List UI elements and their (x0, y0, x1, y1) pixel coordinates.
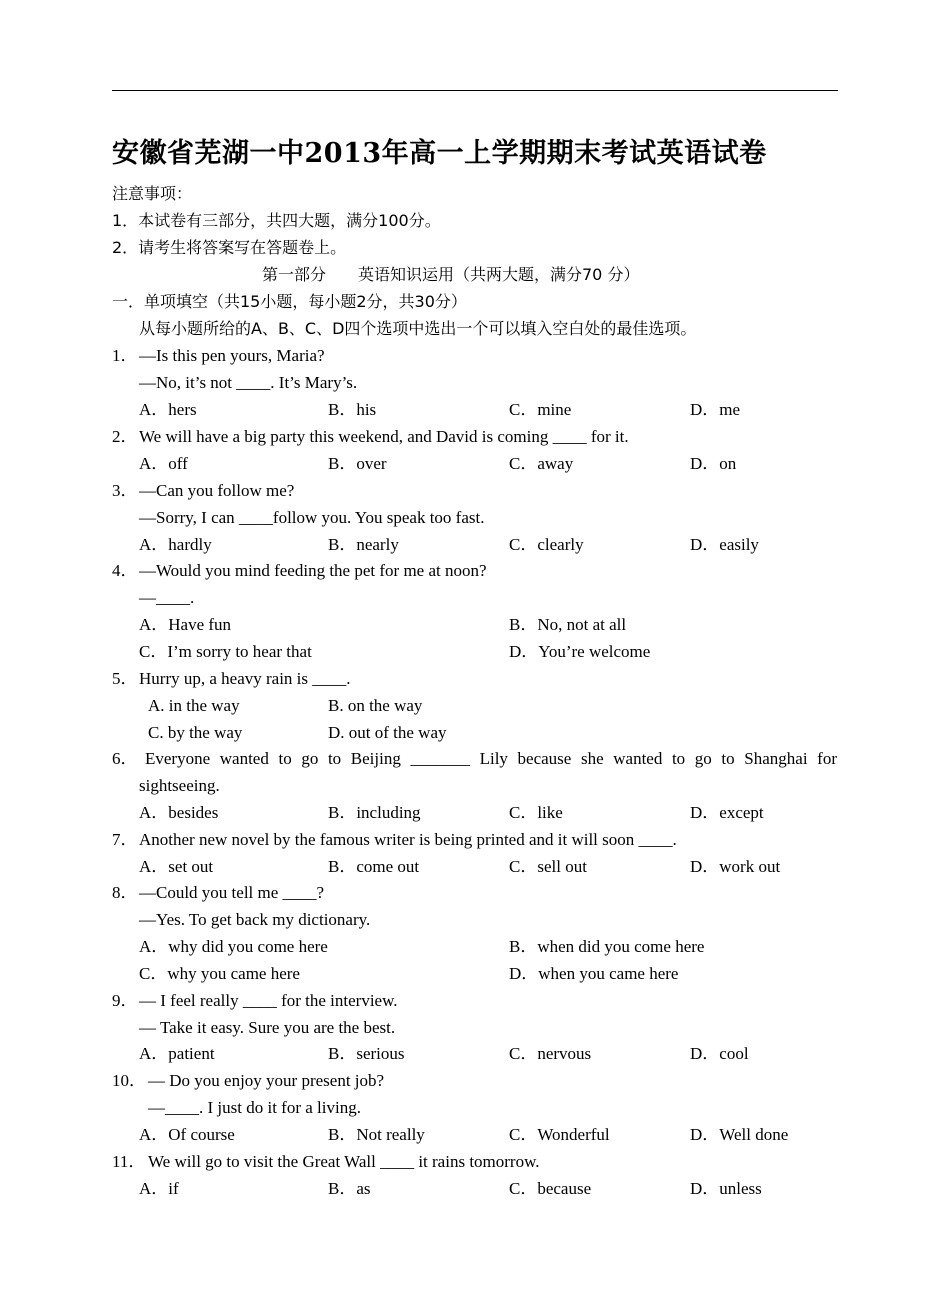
question-number: 3． (112, 481, 138, 500)
option-d: D．when you came here (509, 964, 679, 983)
question-stem: —No, it’s not ____. It’s Mary’s. (139, 373, 358, 392)
question-stem: — Do you enjoy your present job? (148, 1071, 385, 1090)
option-c: C. by the way (148, 723, 243, 742)
question-number: 4． (112, 561, 138, 580)
option-d: D. out of the way (328, 723, 447, 742)
option-a: A．hardly (139, 535, 212, 554)
question-stem: We will go to visit the Great Wall ____ it rains tomorrow. (148, 1152, 540, 1171)
option-d: D．except (690, 803, 764, 822)
question-stem: —Sorry, I can ____follow you. You speak too fast. (139, 508, 485, 527)
option-a: A．patient (139, 1044, 215, 1063)
option-d: D．on (690, 454, 737, 473)
header-rule (112, 90, 838, 91)
notice-item: 2．请考生将答案写在答题卷上。 (112, 238, 347, 257)
option-c: C．I’m sorry to hear that (139, 642, 312, 661)
option-c: C．mine (509, 400, 572, 419)
question-stem: — Take it easy. Sure you are the best. (139, 1018, 396, 1037)
question-stem: —____. I just do it for a living. (148, 1098, 361, 1117)
option-b: B．his (328, 400, 377, 419)
option-b: B．when did you come here (509, 937, 705, 956)
notice-heading: 注意事项： (112, 184, 193, 203)
page-title: 安徽省芜湖一中2013年高一上学期期末考试英语试卷 (112, 138, 767, 169)
option-c: C．like (509, 803, 563, 822)
question-stem: We will have a big party this weekend, and David is coming ____ for it. (139, 427, 629, 446)
option-d: D．You’re welcome (509, 642, 651, 661)
question-stem: —____. (139, 588, 195, 607)
option-b: B．serious (328, 1044, 405, 1063)
option-b: B．Not really (328, 1125, 425, 1144)
option-b: B．over (328, 454, 387, 473)
option-c: C．clearly (509, 535, 584, 554)
option-a: A．set out (139, 857, 214, 876)
question-number: 5． (112, 669, 138, 688)
question-stem: —Could you tell me ____? (139, 883, 325, 902)
question-number: 10． (112, 1071, 146, 1090)
question-stem: — I feel really ____ for the interview. (139, 991, 398, 1010)
question-stem: Another new novel by the famous writer is being printed and it will soon ____. (139, 830, 677, 849)
question-number: 7． (112, 830, 138, 849)
question-stem: Everyone wanted to go to Beijing _______ Lily because she wanted to go to Shanghai for (145, 749, 837, 768)
option-b: B．including (328, 803, 421, 822)
question-number: 2． (112, 427, 138, 446)
option-a: A．why did you come here (139, 937, 328, 956)
question-number: 9． (112, 991, 138, 1010)
option-d: D．work out (690, 857, 781, 876)
question-stem: —Is this pen yours, Maria? (139, 346, 325, 365)
part-heading: 第一部分 英语知识运用（共两大题，满分70 分） (262, 265, 640, 284)
option-a: A．off (139, 454, 188, 473)
option-c: C．Wonderful (509, 1125, 610, 1144)
option-a: A．besides (139, 803, 219, 822)
option-c: C．nervous (509, 1044, 592, 1063)
option-b: B．come out (328, 857, 420, 876)
option-a: A．hers (139, 400, 197, 419)
option-a: A. in the way (148, 696, 240, 715)
option-c: C．why you came here (139, 964, 300, 983)
question-number: 11． (112, 1152, 146, 1171)
question-stem: —Would you mind feeding the pet for me at noon? (139, 561, 487, 580)
option-d: D．cool (690, 1044, 749, 1063)
option-a: A．Of course (139, 1125, 235, 1144)
section-instruction: 从每小题所给的A、B、C、D四个选项中选出一个可以填入空白处的最佳选项。 (139, 319, 697, 338)
question-stem: —Yes. To get back my dictionary. (139, 910, 371, 929)
notice-item: 1．本试卷有三部分，共四大题，满分100分。 (112, 211, 441, 230)
option-d: D．Well done (690, 1125, 789, 1144)
option-d: D．me (690, 400, 741, 419)
option-c: C．away (509, 454, 574, 473)
option-b: B. on the way (328, 696, 423, 715)
option-d: D．unless (690, 1179, 762, 1198)
question-stem: Hurry up, a heavy rain is ____. (139, 669, 351, 688)
question-stem: sightseeing. (139, 776, 220, 795)
option-b: B．No, not at all (509, 615, 627, 634)
option-c: C．sell out (509, 857, 587, 876)
option-a: A．if (139, 1179, 179, 1198)
question-number: 1． (112, 346, 138, 365)
question-number: 6． (112, 749, 138, 768)
question-number: 8． (112, 883, 138, 902)
option-c: C．because (509, 1179, 592, 1198)
option-a: A．Have fun (139, 615, 232, 634)
option-b: B．nearly (328, 535, 399, 554)
option-b: B．as (328, 1179, 371, 1198)
option-d: D．easily (690, 535, 759, 554)
section-heading: 一．单项填空（共15小题，每小题2分，共30分） (112, 292, 467, 311)
question-stem: —Can you follow me? (139, 481, 295, 500)
